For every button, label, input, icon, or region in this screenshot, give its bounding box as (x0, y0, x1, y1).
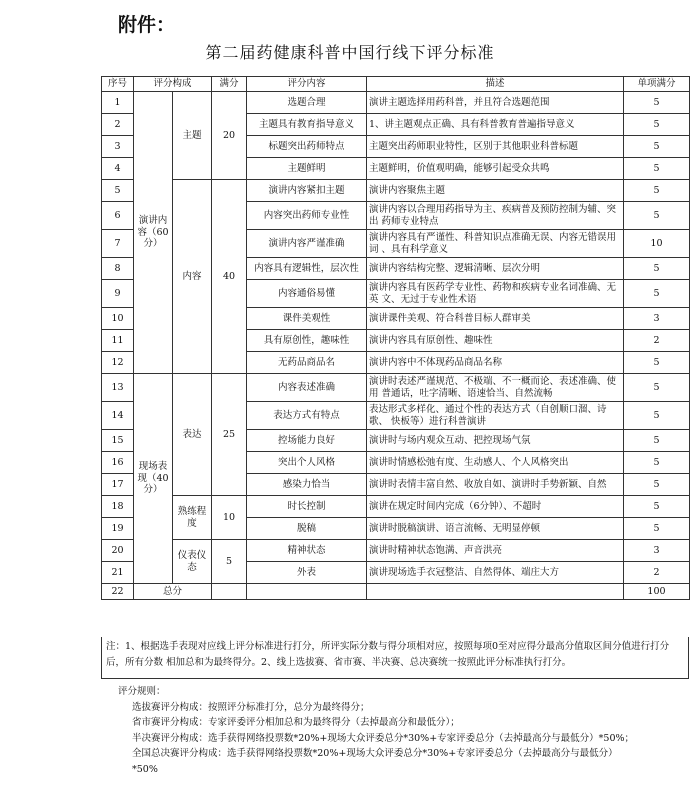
row-item: 外表 (247, 562, 367, 584)
row-desc: 演讲时情感松弛有度、生动感人、个人风格突出 (367, 452, 624, 474)
row-no: 4 (102, 158, 134, 180)
score-expression: 25 (212, 374, 247, 496)
row-desc: 演讲内容具有医药学专业性、药物和疾病专业名词准确、无英 文、无过于专业性术语 (367, 280, 624, 308)
row-no: 3 (102, 136, 134, 158)
score-theme: 20 (212, 92, 247, 180)
header-description: 描述 (367, 77, 624, 92)
scoring-table (101, 76, 690, 600)
total-label: 总分 (134, 584, 212, 600)
row-item: 具有原创性，趣味性 (247, 330, 367, 352)
group-stage: 现场表现（40分） (134, 374, 173, 584)
row-item: 内容通俗易懂 (247, 280, 367, 308)
row-no: 10 (102, 308, 134, 330)
header-no: 序号 (102, 77, 134, 92)
row-item: 突出个人风格 (247, 452, 367, 474)
scoring-rules (118, 684, 693, 777)
row-item: 感染力恰当 (247, 474, 367, 496)
row-no: 8 (102, 258, 134, 280)
row-desc: 演讲时精神状态饱满、声音洪亮 (367, 540, 624, 562)
row-score: 5 (624, 92, 690, 114)
row-score: 5 (624, 114, 690, 136)
row-item: 主题具有教育指导意义 (247, 114, 367, 136)
table-row (102, 92, 690, 114)
row-item: 选题合理 (247, 92, 367, 114)
row-desc: 演讲内容结构完整、逻辑清晰、层次分明 (367, 258, 624, 280)
table-row (102, 374, 690, 402)
row-item: 表达方式有特点 (247, 402, 367, 430)
row-item: 演讲内容紧扣主题 (247, 180, 367, 202)
row-desc: 演讲时表述严谨规范、不极端、不一概而论、表述准确、使用 普通话，吐字清晰、语速恰当、自然流畅 (367, 374, 624, 402)
total-row (102, 584, 690, 600)
score-content: 40 (212, 180, 247, 374)
total-empty-score (212, 584, 247, 600)
row-desc: 表达形式多样化、通过个性的表达方式（自创顺口溜、诗歌、 快板等）进行科普演讲 (367, 402, 624, 430)
row-score: 5 (624, 430, 690, 452)
total-empty-desc (367, 584, 624, 600)
row-item: 内容表述准确 (247, 374, 367, 402)
row-score: 2 (624, 330, 690, 352)
row-desc: 演讲在规定时间内完成（6分钟）、不超时 (367, 496, 624, 518)
row-desc: 演讲时与场内观众互动、把控现场气氛 (367, 430, 624, 452)
row-item: 内容突出药师专业性 (247, 202, 367, 230)
row-score: 5 (624, 136, 690, 158)
row-desc: 演讲时表情丰富自然、收放自如、演讲时手势新颖、自然 (367, 474, 624, 496)
row-desc: 演讲内容具有原创性、趣味性 (367, 330, 624, 352)
row-desc: 1、讲主题观点正确、具有科普教育普遍指导意义 (367, 114, 624, 136)
row-no: 5 (102, 180, 134, 202)
table-row (102, 540, 690, 562)
row-score: 3 (624, 540, 690, 562)
group-theme: 主题 (173, 92, 212, 180)
table-row (102, 180, 690, 202)
row-desc: 演讲内容聚焦主题 (367, 180, 624, 202)
row-score: 5 (624, 518, 690, 540)
row-no: 15 (102, 430, 134, 452)
rule-line: *50% (132, 763, 158, 775)
row-no: 14 (102, 402, 134, 430)
row-desc: 演讲课件美观、符合科普目标人群审美 (367, 308, 624, 330)
header-content: 评分内容 (247, 77, 367, 92)
row-item: 演讲内容严谨准确 (247, 230, 367, 258)
row-score: 5 (624, 474, 690, 496)
row-no: 20 (102, 540, 134, 562)
group-speech: 演讲内容（60分） (134, 92, 173, 374)
row-score: 5 (624, 280, 690, 308)
row-item: 课件美观性 (247, 308, 367, 330)
row-item: 标题突出药师特点 (247, 136, 367, 158)
header-full-score: 满分 (212, 77, 247, 92)
row-no: 16 (102, 452, 134, 474)
row-score: 5 (624, 352, 690, 374)
header-composition: 评分构成 (134, 77, 212, 92)
row-score: 5 (624, 180, 690, 202)
row-no: 2 (102, 114, 134, 136)
row-score: 5 (624, 202, 690, 230)
row-no: 7 (102, 230, 134, 258)
total-score: 100 (624, 584, 690, 600)
row-no: 11 (102, 330, 134, 352)
row-desc: 主题鲜明，价值观明确，能够引起受众共鸣 (367, 158, 624, 180)
row-score: 5 (624, 402, 690, 430)
row-no: 19 (102, 518, 134, 540)
row-desc: 主题突出药师职业特性，区别于其他职业科普标题 (367, 136, 624, 158)
table-note: 注：1、根据选手表现对应线上评分标准进行打分，所评实际分数与得分项相对应，按照每项0至对应得分最高分值取区间分值进行打分后，所有分数 相加总和为最终得分。2、线上选拔赛、省市赛、半决赛、总决赛统一按照此评分标准执行打分。 (101, 637, 689, 679)
row-score: 5 (624, 452, 690, 474)
table-header-row (102, 77, 690, 92)
rule-line: 选拔赛评分构成：按照评分标准打分，总分为最终得分； (132, 701, 370, 713)
document-title: 第二届药健康科普中国行线下评分标准 (205, 43, 495, 62)
rules-heading: 评分规则： (118, 686, 166, 697)
row-desc: 演讲内容以合理用药指导为主、疾病普及预防控制为辅、突出 药师专业特点 (367, 202, 624, 230)
group-content: 内容 (173, 180, 212, 374)
row-score: 5 (624, 258, 690, 280)
row-item: 无药品商品名 (247, 352, 367, 374)
total-no: 22 (102, 584, 134, 600)
row-no: 9 (102, 280, 134, 308)
row-item: 时长控制 (247, 496, 367, 518)
row-score: 5 (624, 496, 690, 518)
row-no: 13 (102, 374, 134, 402)
row-desc: 演讲现场选手衣冠整洁、自然得体、端庄大方 (367, 562, 624, 584)
row-no: 12 (102, 352, 134, 374)
row-desc: 演讲内容中不体现药品商品名称 (367, 352, 624, 374)
rule-line: 全国总决赛评分构成：选手获得网络投票数*20%+现场大众评委总分*30%+专家评委总分（去掉最高分与最低分） (132, 748, 618, 759)
score-appearance: 5 (212, 540, 247, 584)
total-empty-item (247, 584, 367, 600)
attachment-label: 附件： (118, 14, 176, 36)
row-score: 3 (624, 308, 690, 330)
rule-line: 省市赛评分构成：专家评委评分相加总和为最终得分（去掉最高分和最低分）； (132, 717, 460, 728)
row-no: 1 (102, 92, 134, 114)
row-no: 17 (102, 474, 134, 496)
row-item: 控场能力良好 (247, 430, 367, 452)
row-item: 主题鲜明 (247, 158, 367, 180)
group-fluency: 熟练程度 (173, 496, 212, 540)
header-item-score: 单项满分 (624, 77, 690, 92)
row-no: 6 (102, 202, 134, 230)
row-score: 2 (624, 562, 690, 584)
row-desc: 演讲内容具有严谨性、科普知识点准确无误、内容无错误用词 、具有科学意义 (367, 230, 624, 258)
row-desc: 演讲主题选择用药科普，并且符合选题范围 (367, 92, 624, 114)
score-fluency: 10 (212, 496, 247, 540)
table-row (102, 496, 690, 518)
group-appearance: 仪表仪态 (173, 540, 212, 584)
row-no: 18 (102, 496, 134, 518)
row-score: 10 (624, 230, 690, 258)
rule-line: 半决赛评分构成：选手获得网络投票数*20%+现场大众评委总分*30%+专家评委总分（去掉最高分与最低分）*50%； (132, 732, 635, 744)
row-score: 5 (624, 158, 690, 180)
row-item: 精神状态 (247, 540, 367, 562)
row-score: 5 (624, 374, 690, 402)
group-expression: 表达 (173, 374, 212, 496)
row-no: 21 (102, 562, 134, 584)
row-item: 脱稿 (247, 518, 367, 540)
row-desc: 演讲时脱稿演讲、语言流畅、无明显停顿 (367, 518, 624, 540)
row-item: 内容具有逻辑性，层次性 (247, 258, 367, 280)
